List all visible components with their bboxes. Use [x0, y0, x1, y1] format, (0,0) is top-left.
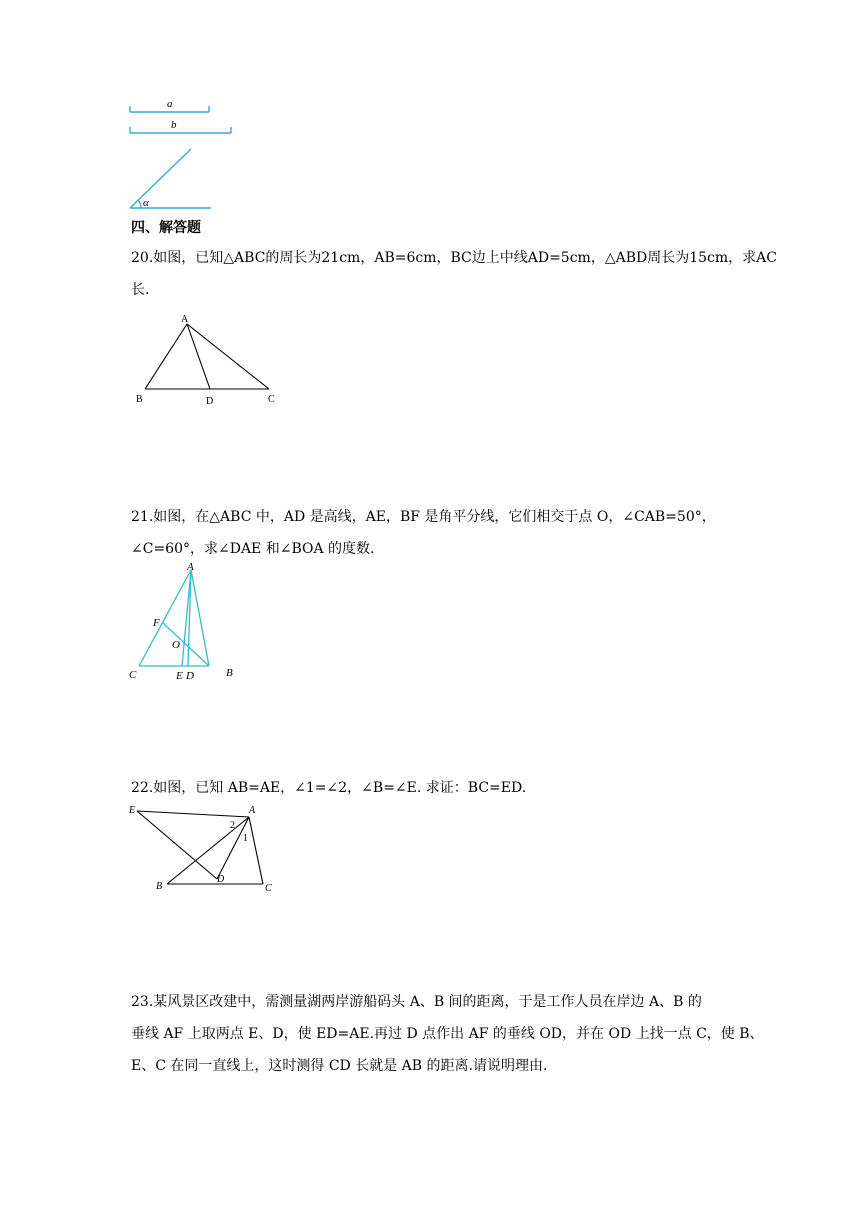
label-a: a	[167, 98, 173, 110]
q21-label-f: F	[153, 617, 160, 629]
q20-text-line2: 长.	[131, 282, 150, 298]
q22-triangles-diagram	[125, 800, 285, 900]
q20-label-a: A	[181, 314, 189, 325]
q22-label-c: C	[265, 883, 272, 894]
q22-label-d: D	[217, 874, 225, 885]
q21-label-a: A	[187, 561, 194, 573]
q21-label-b: B	[226, 667, 233, 679]
section-heading: 四、解答题	[131, 220, 201, 236]
q20-text-line1: 20.如图，已知△ABC的周长为21cm，AB=6cm，BC边上中线AD=5cm，△ABD周长为15cm，求AC	[131, 250, 777, 266]
q22-label-a: A	[249, 805, 256, 816]
q23-text-line2: 垂线 AF 上取两点 E、D，使 ED=AE.再过 D 点作出 AF 的垂线 OD，并在 OD 上找一点 C，使 B、	[131, 1026, 764, 1042]
q23-text-line3: E、C 在同一直线上，这时测得 CD 长就是 AB 的距离.请说明理由.	[131, 1058, 548, 1074]
q20-label-b: B	[136, 394, 143, 405]
angle-ray	[130, 149, 191, 208]
q23-text-line1: 23.某风景区改建中，需测量湖两岸游船码头 A、B 间的距离，于是工作人员在岸边 A、B 的	[131, 994, 702, 1010]
q21-text-line1: 21.如图，在△ABC 中，AD 是高线，AE，BF 是角平分线，它们相交于点 O，∠CAB=50°，	[131, 509, 716, 525]
q22-label-1: 1	[243, 833, 248, 844]
q21-label-o: O	[172, 639, 180, 651]
q21-label-e: E	[176, 670, 183, 682]
label-alpha: α	[143, 197, 149, 209]
q22-label-e: E	[129, 805, 136, 816]
q22-text-line1: 22.如图，已知 AB=AE，∠1=∠2，∠B=∠E. 求证：BC=ED.	[131, 780, 527, 796]
q20-triangle-diagram	[130, 310, 280, 410]
q20-label-c: C	[268, 394, 275, 405]
q21-label-d: D	[186, 670, 194, 682]
q21-triangle-diagram	[125, 560, 245, 685]
q22-label-b: B	[156, 881, 163, 892]
label-b: b	[171, 119, 177, 131]
q21-text-line2: ∠C=60°，求∠DAE 和∠BOA 的度数.	[131, 541, 375, 557]
q21-label-c: C	[129, 669, 137, 681]
fig19-diagram	[125, 92, 240, 214]
q20-label-d: D	[206, 396, 214, 407]
q22-label-2: 2	[230, 820, 235, 831]
